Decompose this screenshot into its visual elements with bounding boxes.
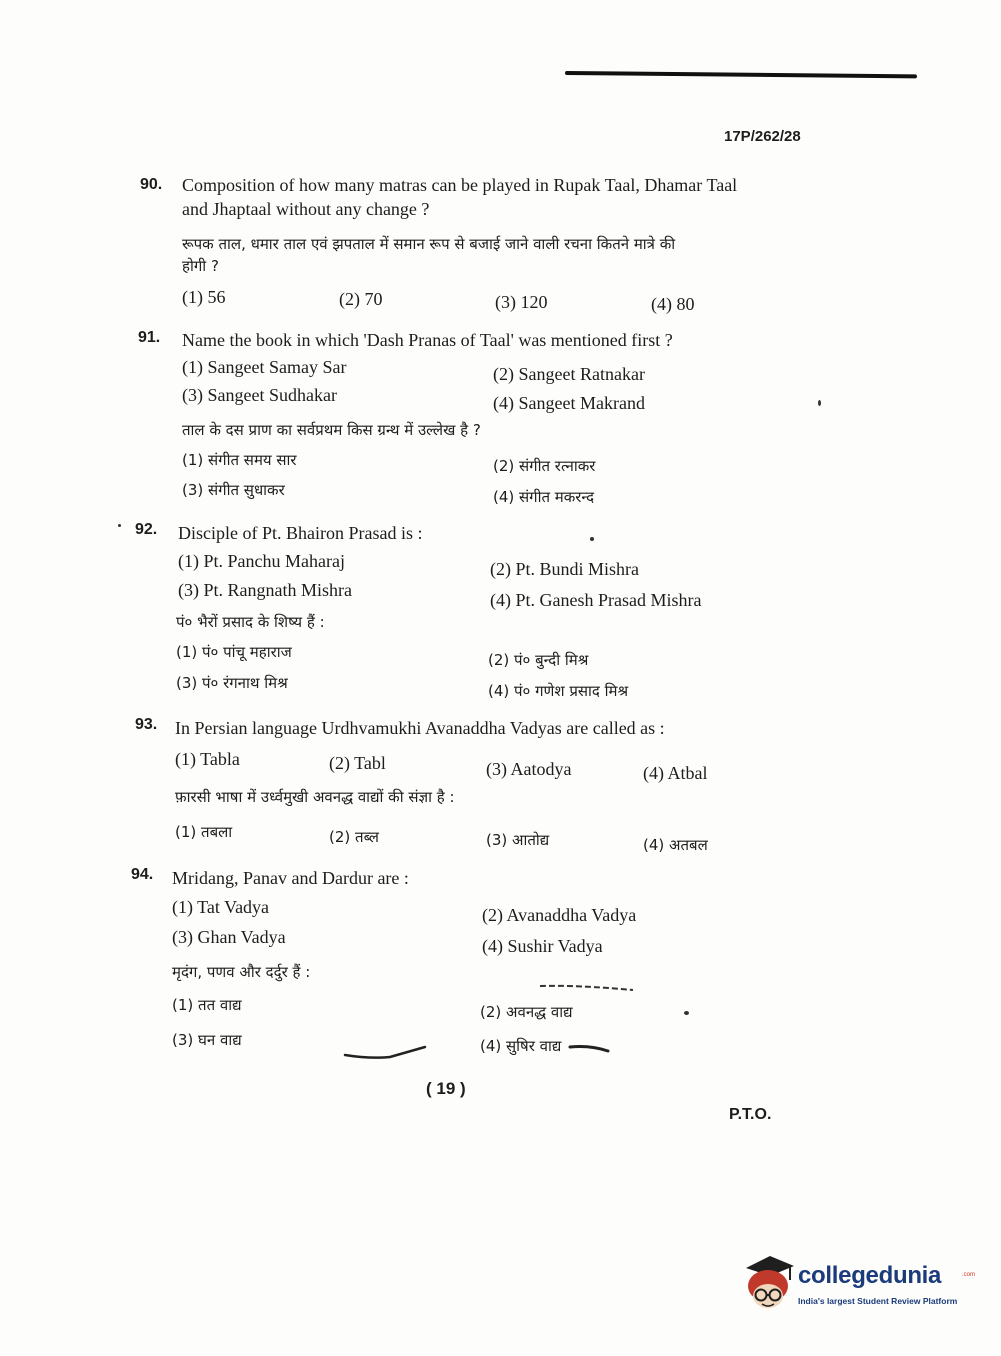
question-text-hi: होगी ? (182, 257, 219, 275)
scan-speck (590, 537, 594, 541)
scan-speck (684, 1011, 689, 1015)
option: (2) पं० बुन्दी मिश्र (488, 651, 589, 669)
option: (1) तबला (175, 823, 233, 841)
option: (1) पं० पांचू महाराज (176, 643, 292, 661)
question-text-hi: पं० भैरों प्रसाद के शिष्य हैं : (176, 613, 325, 631)
student-mascot-icon (740, 1250, 798, 1312)
option: (4) अतबल (643, 836, 708, 854)
option: (4) 80 (651, 294, 695, 314)
option: (2) तब्ल (329, 828, 379, 846)
question-number: 92. (135, 521, 158, 538)
option: (3) Ghan Vadya (172, 927, 286, 947)
option: (1) Tat Vadya (172, 897, 270, 917)
option: (1) संगीत समय सार (182, 451, 297, 469)
brand-name: collegedunia (798, 1262, 942, 1289)
option: (2) Tabl (329, 753, 386, 773)
question-number: 94. (131, 866, 154, 883)
option: (4) Atbal (643, 763, 708, 783)
scan-speck (118, 524, 121, 527)
scan-smudge (538, 982, 638, 994)
question-text-en: Name the book in which 'Dash Pranas of Taal' was mentioned first ? (182, 330, 673, 350)
option: (2) Sangeet Ratnakar (493, 364, 645, 384)
option: (3) 120 (495, 292, 548, 312)
scan-speck (818, 400, 821, 406)
option: (3) Sangeet Sudhakar (182, 385, 337, 405)
question-text-hi: मृदंग, पणव और दर्दुर हैं : (172, 963, 311, 981)
question-text-en: Mridang, Panav and Dardur are : (172, 868, 409, 888)
option: (3) संगीत सुधाकर (182, 481, 285, 499)
option: (2) 70 (339, 289, 383, 309)
header-rule (565, 71, 917, 78)
option: (3) घन वाद्य (172, 1031, 242, 1049)
scan-smudge (340, 1035, 620, 1065)
option: (3) आतोद्य (486, 831, 550, 849)
option: (4) Sangeet Makrand (493, 393, 645, 413)
option: (1) 56 (182, 287, 226, 307)
option: (2) Avanaddha Vadya (482, 905, 637, 925)
pto-label: P.T.O. (729, 1106, 772, 1123)
question-text-hi: रूपक ताल, धमार ताल एवं झपताल में समान रूप से बजाई जाने वाली रचना कितने मात्रे की (182, 235, 676, 253)
option: (4) संगीत मकरन्द (493, 488, 595, 506)
question-text-hi: फ़ारसी भाषा में उर्ध्वमुखी अवनद्ध वाद्यों की संज्ञा है : (175, 788, 455, 806)
option: (2) अवनद्ध वाद्य (480, 1003, 573, 1021)
option: (2) संगीत रत्नाकर (493, 457, 596, 475)
option: (4) सुषिर वाद्य (480, 1037, 562, 1055)
option: (1) Sangeet Samay Sar (182, 357, 347, 377)
option: (1) Tabla (175, 749, 240, 769)
brand-tagline: India's largest Student Review Platform (798, 1296, 958, 1306)
brand-domain: .com (962, 1272, 976, 1278)
question-text-en: Disciple of Pt. Bhairon Prasad is : (178, 523, 423, 543)
option: (4) Sushir Vadya (482, 936, 603, 956)
page-number: ( 19 ) (426, 1079, 466, 1098)
option: (3) Pt. Rangnath Mishra (178, 580, 352, 600)
option: (4) पं० गणेश प्रसाद मिश्र (488, 682, 629, 700)
question-text-hi: ताल के दस प्राण का सर्वप्रथम किस ग्रन्थ में उल्लेख है ? (182, 421, 481, 439)
option: (1) तत वाद्य (172, 996, 242, 1014)
question-text-en: Composition of how many matras can be played in Rupak Taal, Dhamar Taal (182, 175, 738, 195)
question-number: 90. (140, 176, 163, 193)
option: (3) पं० रंगनाथ मिश्र (176, 674, 288, 692)
question-number: 93. (135, 716, 158, 733)
option: (2) Pt. Bundi Mishra (490, 559, 640, 579)
question-text-en: and Jhaptaal without any change ? (182, 199, 430, 219)
option: (4) Pt. Ganesh Prasad Mishra (490, 590, 702, 610)
option: (3) Aatodya (486, 759, 572, 779)
collegedunia-logo (740, 1248, 976, 1318)
question-text-en: In Persian language Urdhvamukhi Avanaddha Vadyas are called as : (175, 718, 665, 738)
paper-code: 17P/262/28 (724, 128, 801, 145)
option: (1) Pt. Panchu Maharaj (178, 551, 345, 571)
question-number: 91. (138, 329, 161, 346)
